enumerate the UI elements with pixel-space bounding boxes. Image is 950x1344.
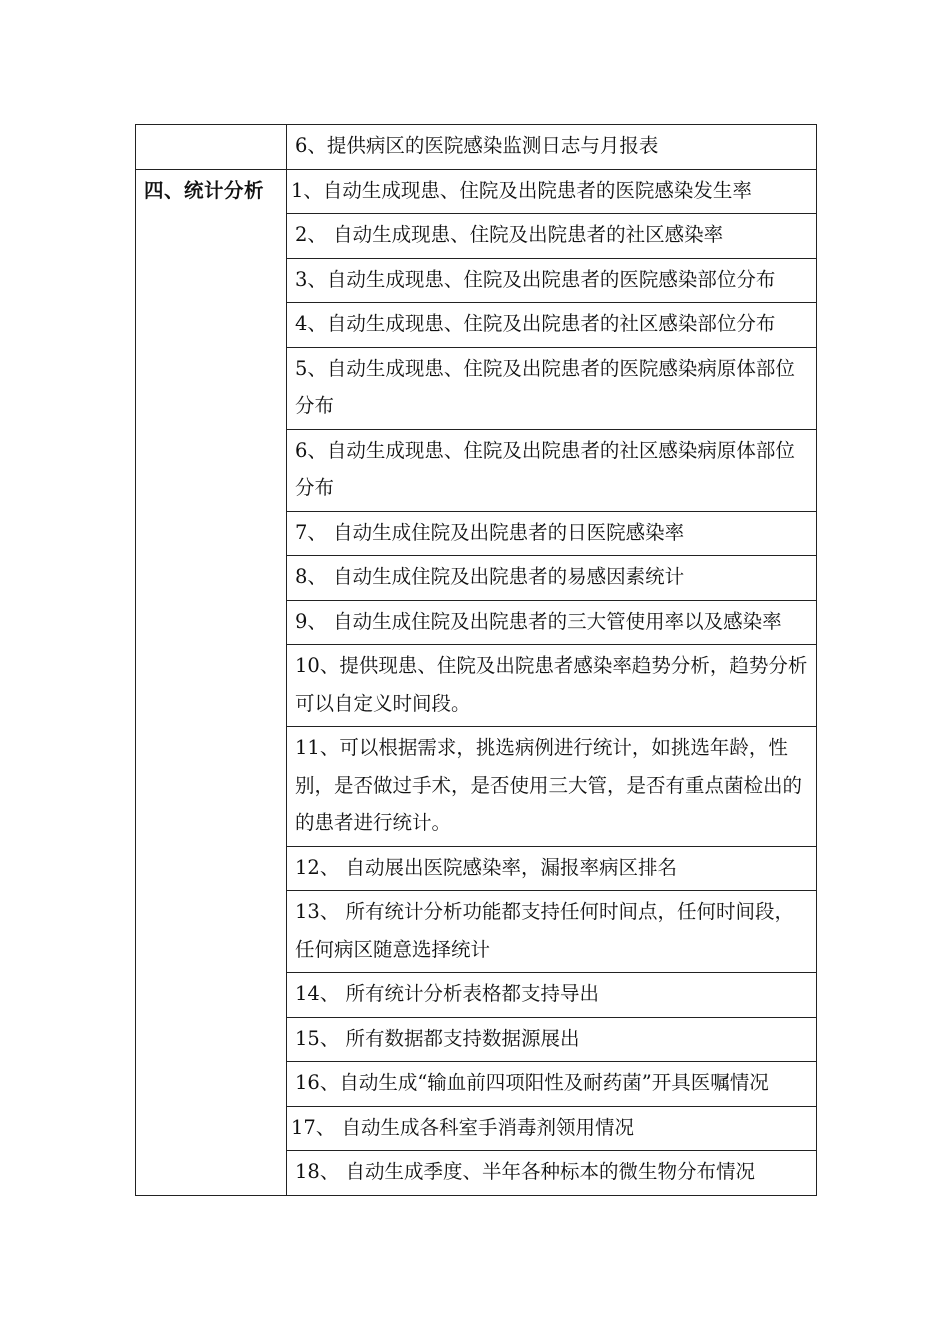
item-cell: 1、自动生成现患、住院及出院患者的医院感染发生率 [287,169,817,214]
item-cell: 17、 自动生成各科室手消毒剂领用情况 [287,1106,817,1151]
item-cell: 12、 自动展出医院感染率，漏报率病区排名 [287,846,817,891]
item-cell: 11、可以根据需求，挑选病例进行统计，如挑选年龄，性别，是否做过手术，是否使用三大管，是否有重点菌检出的的患者进行统计。 [287,727,817,847]
section-cell [136,125,287,170]
item-cell: 6、提供病区的医院感染监测日志与月报表 [287,125,817,170]
item-cell: 10、提供现患、住院及出院患者感染率趋势分析，趋势分析可以自定义时间段。 [287,645,817,727]
item-cell: 3、自动生成现患、住院及出院患者的医院感染部位分布 [287,258,817,303]
item-cell: 18、 自动生成季度、半年各种标本的微生物分布情况 [287,1151,817,1196]
item-cell: 9、 自动生成住院及出院患者的三大管使用率以及感染率 [287,600,817,645]
item-cell: 15、 所有数据都支持数据源展出 [287,1017,817,1062]
item-cell: 5、自动生成现患、住院及出院患者的医院感染病原体部位分布 [287,347,817,429]
item-cell: 14、 所有统计分析表格都支持导出 [287,973,817,1018]
section-cell-statistics: 四、统计分析 [136,169,287,1195]
item-cell: 13、 所有统计分析功能都支持任何时间点，任何时间段，任何病区随意选择统计 [287,891,817,973]
item-cell: 2、 自动生成现患、住院及出院患者的社区感染率 [287,214,817,259]
table-row [136,169,817,214]
item-cell: 7、 自动生成住院及出院患者的日医院感染率 [287,511,817,556]
requirements-table [135,124,817,1196]
item-cell: 16、自动生成“输血前四项阳性及耐药菌”开具医嘱情况 [287,1062,817,1107]
item-cell: 6、自动生成现患、住院及出院患者的社区感染病原体部位分布 [287,429,817,511]
item-cell: 8、 自动生成住院及出院患者的易感因素统计 [287,556,817,601]
item-cell: 4、自动生成现患、住院及出院患者的社区感染部位分布 [287,303,817,348]
table-row [136,125,817,170]
